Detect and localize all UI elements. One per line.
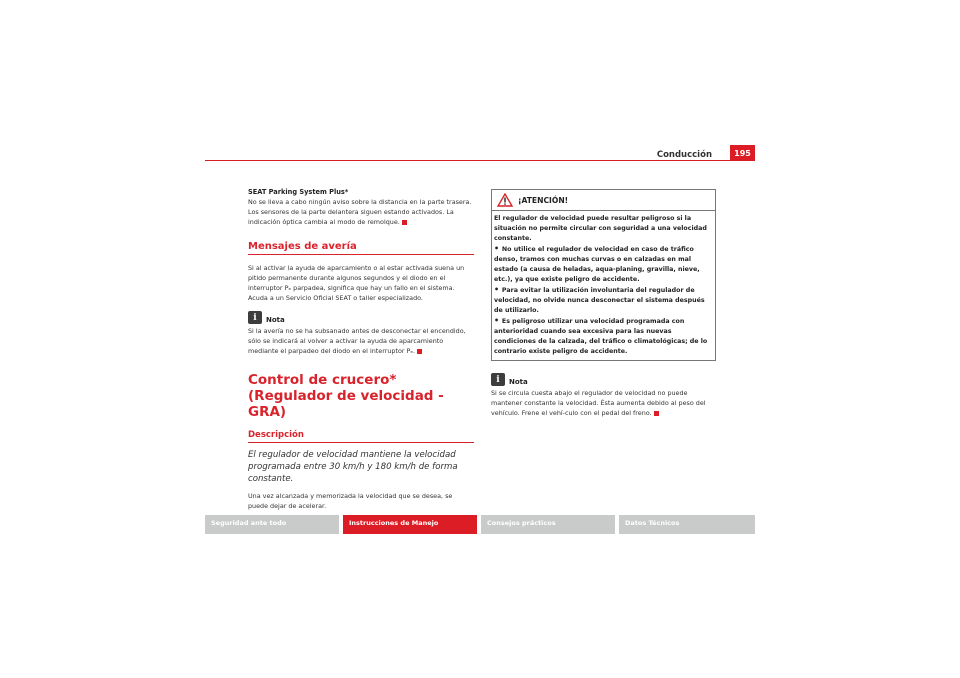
sps-paragraph — [248, 197, 474, 227]
bullet-icon: • — [494, 244, 502, 253]
note-text-2: Si se circula cuesta abajo el regulador de velocidad no puede mantener constante la velocidad. Ésta aumenta debido al peso del vehículo. Frene el vehí-culo con el pedal del freno. — [491, 389, 706, 417]
footer-tab-safety[interactable]: Seguridad ante todo — [205, 515, 339, 534]
footer-tab-technical-data[interactable]: Datos Técnicos — [619, 515, 755, 534]
note-text-1: Si la avería no se ha subsanado antes de desconectar el encendido, sólo se indicará al volver a activar la ayuda de aparcamiento mediante el parpadeo del diodo en el interruptor Pₑ. — [248, 327, 466, 355]
note-label-2: Nota — [509, 378, 528, 386]
warning-box — [491, 189, 716, 361]
section-end-mark — [654, 411, 659, 416]
footer-tab-practical-tips[interactable]: Consejos prácticos — [481, 515, 615, 534]
footer-tab-operating-instructions[interactable]: Instrucciones de Manejo — [343, 515, 477, 534]
warning-bullet-text: No utilice el regulador de velocidad en caso de tráfico denso, tramos con muchas curvas o en calzadas en mal estado (a causa de heladas, aqua-planing, gravilla, nieve, etc.), ya que existe peligro de accidente. — [494, 246, 700, 283]
description-paragraph: Una vez alcanzada y memorizada la velocidad que se desea, se puede dejar de acelerar. — [248, 492, 453, 510]
warning-title: ¡ATENCIÓN! — [518, 195, 569, 205]
note-block-2 — [491, 373, 714, 418]
warning-bullet-text: Es peligroso utilizar una velocidad programada con anterioridad cuando sea excesiva para las nuevas condiciones de la calzada, del tráfico o climatológicas; de lo contrario existe peligro de accidente. — [494, 318, 708, 355]
warning-body — [492, 211, 715, 360]
sps-text: No se lleva a cabo ningún aviso sobre la distancia en la parte trasera. Los sensores de la parte delantera siguen estando activados. La indicación óptica cambia al modo de remolque. — [248, 198, 472, 226]
bullet-icon: • — [494, 285, 502, 294]
warning-icon-wrap — [492, 193, 518, 207]
header-rule — [205, 160, 755, 161]
description-heading: Descripción — [248, 430, 474, 443]
section-end-mark — [402, 220, 407, 225]
section-end-mark — [417, 349, 422, 354]
chapter-heading: Control de crucero* (Regulador de velocidad - GRA) — [248, 372, 444, 420]
note-label-1: Nota — [266, 316, 285, 324]
warning-header — [492, 190, 715, 211]
right-column — [491, 189, 714, 418]
page-number: 195 — [730, 145, 755, 161]
warning-bullet — [494, 244, 713, 285]
warning-intro: El regulador de velocidad puede resultar peligroso si la situación no permite circular con seguridad a una velocidad constante. — [494, 215, 707, 242]
fault-paragraph: Si al activar la ayuda de aparcamiento o al estar activada suena un pitido permanente durante algunos segundos y el diodo en el interruptor Pₑ parpadea, significa que hay un fallo en el sistema. Acuda a un Servicio Oficial SEAT o taller especializado. — [248, 264, 465, 302]
sps-heading: SEAT Parking System Plus* — [248, 188, 349, 196]
running-header-title: Conducción — [656, 150, 712, 160]
note-paragraph-1 — [248, 326, 474, 356]
fault-messages-heading: Mensajes de avería — [248, 241, 474, 255]
description-lead: El regulador de velocidad mantiene la velocidad programada entre 30 km/h y 180 km/h de forma constante. — [248, 450, 458, 484]
info-note-icon: i — [248, 311, 262, 324]
left-column — [248, 187, 474, 511]
note-block-1 — [248, 311, 474, 356]
bullet-icon: • — [494, 316, 502, 325]
warning-bullet-text: Para evitar la utilización involuntaria del regulador de velocidad, no olvide nunca desconectar el sistema después de utilizarlo. — [494, 287, 705, 314]
note-paragraph-2 — [491, 388, 714, 418]
warning-bullet — [494, 285, 713, 316]
note-header-2 — [491, 373, 714, 386]
warning-bullet — [494, 316, 713, 357]
note-header-1 — [248, 311, 474, 324]
warning-triangle-icon — [497, 193, 513, 207]
info-note-icon: i — [491, 373, 505, 386]
